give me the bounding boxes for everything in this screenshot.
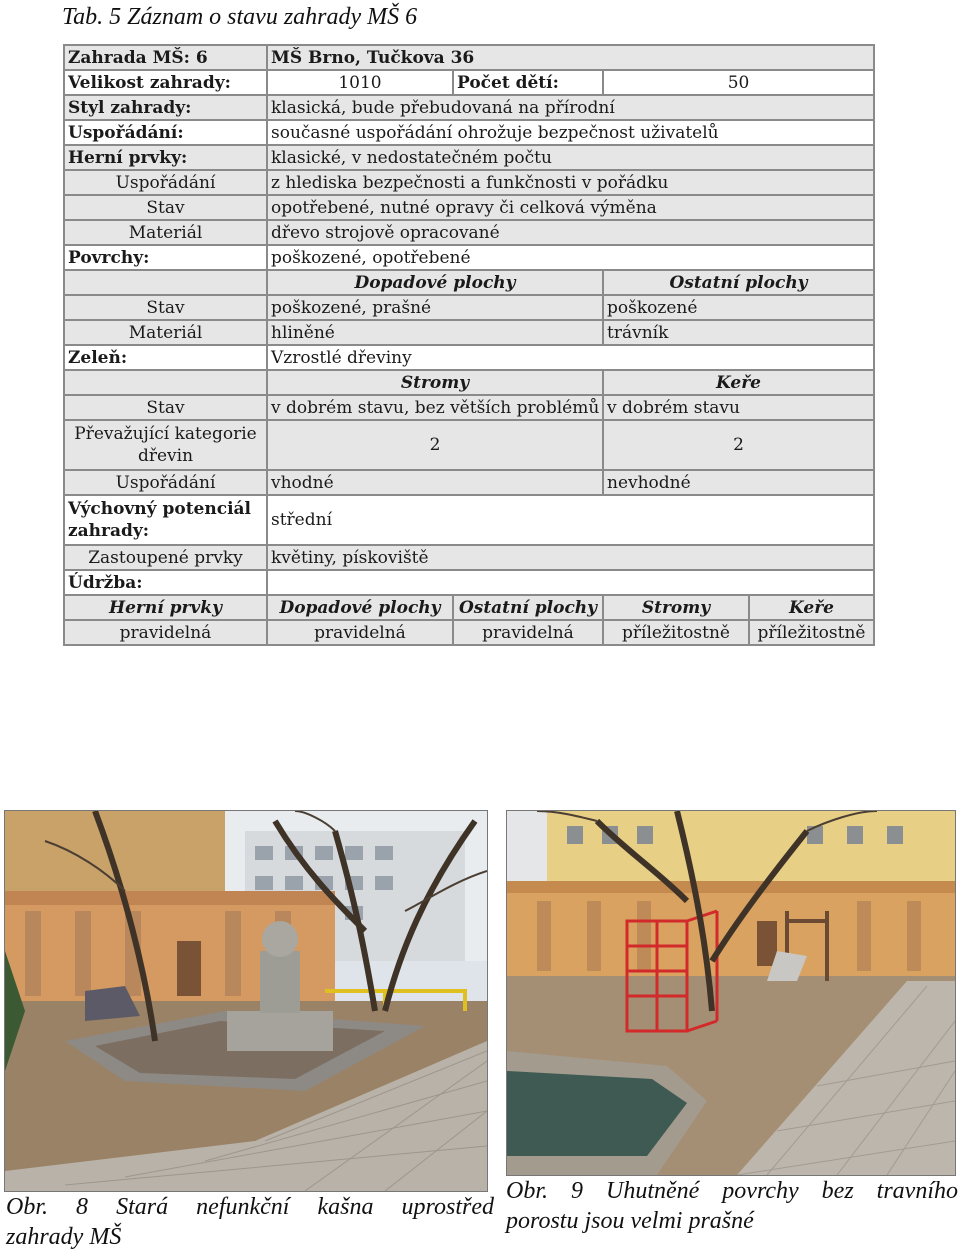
table-row (64, 220, 874, 245)
table-row (64, 345, 874, 370)
table-row (64, 395, 874, 420)
table-row (64, 545, 874, 570)
udrzba-header: Keře (749, 595, 874, 620)
zastoupene-value: květiny, pískoviště (267, 545, 874, 570)
povrchy-mat-label: Materiál (64, 320, 267, 345)
table-title: Tab. 5 Záznam o stavu zahrady MŠ 6 (62, 4, 418, 30)
table-row (64, 120, 874, 145)
zelen-usp-kere: nevhodné (603, 470, 874, 495)
herni-stav-label: Stav (64, 195, 267, 220)
zahrada-label: Zahrada MŠ: 6 (64, 45, 267, 70)
udrzba-value: příležitostně (603, 620, 749, 645)
table-row (64, 620, 874, 645)
pocet-value: 50 (603, 70, 874, 95)
udrzba-value: příležitostně (749, 620, 874, 645)
herni-usp-value: z hlediska bezpečnosti a funkčnosti v pořádku (267, 170, 874, 195)
kategorie-kere: 2 (603, 420, 874, 470)
pocet-label: Počet dětí: (453, 70, 603, 95)
povrchy-stav-ost: poškozené (603, 295, 874, 320)
caption-line: Obr. 8 Stará nefunkční kašna uprostřed (6, 1194, 494, 1220)
povrchy-mat-dop: hliněné (267, 320, 603, 345)
udrzba-label: Údržba: (64, 570, 267, 595)
photo-playground-caption (506, 1176, 958, 1236)
zelen-label: Zeleň: (64, 345, 267, 370)
povrchy-value: poškozené, opotřebené (267, 245, 874, 270)
herni-mat-label: Materiál (64, 220, 267, 245)
zelen-stav-stromy: v dobrém stavu, bez větších problémů (267, 395, 603, 420)
table-row (64, 70, 874, 95)
table-row (64, 570, 874, 595)
zahrada-value: MŠ Brno, Tučkova 36 (267, 45, 874, 70)
table-row (64, 95, 874, 120)
styl-value: klasická, bude přebudovaná na přírodní (267, 95, 874, 120)
empty-cell (64, 370, 267, 395)
udrzba-value: pravidelná (267, 620, 453, 645)
zelen-stav-kere: v dobrém stavu (603, 395, 874, 420)
velikost-label: Velikost zahrady: (64, 70, 267, 95)
table-row (64, 45, 874, 70)
udrzba-value: pravidelná (453, 620, 603, 645)
potencial-label: Výchovný potenciál zahrady: (64, 495, 267, 545)
table-row (64, 470, 874, 495)
povrchy-stav-dop: poškozené, prašné (267, 295, 603, 320)
povrchy-mat-ost: trávník (603, 320, 874, 345)
empty-cell (64, 270, 267, 295)
velikost-value: 1010 (267, 70, 453, 95)
zastoupene-label: Zastoupené prvky (64, 545, 267, 570)
table-row (64, 295, 874, 320)
photo-fountain-image (5, 811, 487, 1191)
povrchy-label: Povrchy: (64, 245, 267, 270)
table-row (64, 195, 874, 220)
herni-value: klasické, v nedostatečném počtu (267, 145, 874, 170)
kategorie-stromy: 2 (267, 420, 603, 470)
table-row (64, 320, 874, 345)
povrchy-stav-label: Stav (64, 295, 267, 320)
caption-line: zahrady MŠ (6, 1224, 122, 1250)
udrzba-header: Stromy (603, 595, 749, 620)
ostatni-header: Ostatní plochy (603, 270, 874, 295)
usporadani-value: současné uspořádání ohrožuje bezpečnost uživatelů (267, 120, 874, 145)
zelen-usp-label: Uspořádání (64, 470, 267, 495)
potencial-value: střední (267, 495, 874, 545)
table-row (64, 420, 874, 470)
table-row (64, 370, 874, 395)
photo-playground-image (507, 811, 955, 1175)
photo-playground (506, 810, 956, 1176)
photo-fountain (4, 810, 488, 1192)
table-row (64, 145, 874, 170)
herni-label: Herní prvky: (64, 145, 267, 170)
udrzba-header: Ostatní plochy (453, 595, 603, 620)
stromy-header: Stromy (267, 370, 603, 395)
table-row (64, 595, 874, 620)
table-row (64, 270, 874, 295)
zelen-usp-stromy: vhodné (267, 470, 603, 495)
udrzba-header: Dopadové plochy (267, 595, 453, 620)
zelen-stav-label: Stav (64, 395, 267, 420)
herni-mat-value: dřevo strojově opracované (267, 220, 874, 245)
photo-fountain-caption (6, 1192, 494, 1252)
herni-usp-label: Uspořádání (64, 170, 267, 195)
table-row (64, 170, 874, 195)
herni-stav-value: opotřebené, nutné opravy či celková výměna (267, 195, 874, 220)
table-row (64, 245, 874, 270)
kere-header: Keře (603, 370, 874, 395)
table-row (64, 495, 874, 545)
empty-cell (267, 570, 874, 595)
caption-line: porostu jsou velmi prašné (506, 1208, 754, 1234)
garden-record-table (63, 44, 875, 646)
usporadani-label: Uspořádání: (64, 120, 267, 145)
udrzba-value: pravidelná (64, 620, 267, 645)
zelen-value: Vzrostlé dřeviny (267, 345, 874, 370)
styl-label: Styl zahrady: (64, 95, 267, 120)
udrzba-header: Herní prvky (64, 595, 267, 620)
dopadove-header: Dopadové plochy (267, 270, 603, 295)
kategorie-label: Převažující kategorie dřevin (64, 420, 267, 470)
caption-line: Obr. 9 Uhutněné povrchy bez travního (506, 1178, 958, 1204)
